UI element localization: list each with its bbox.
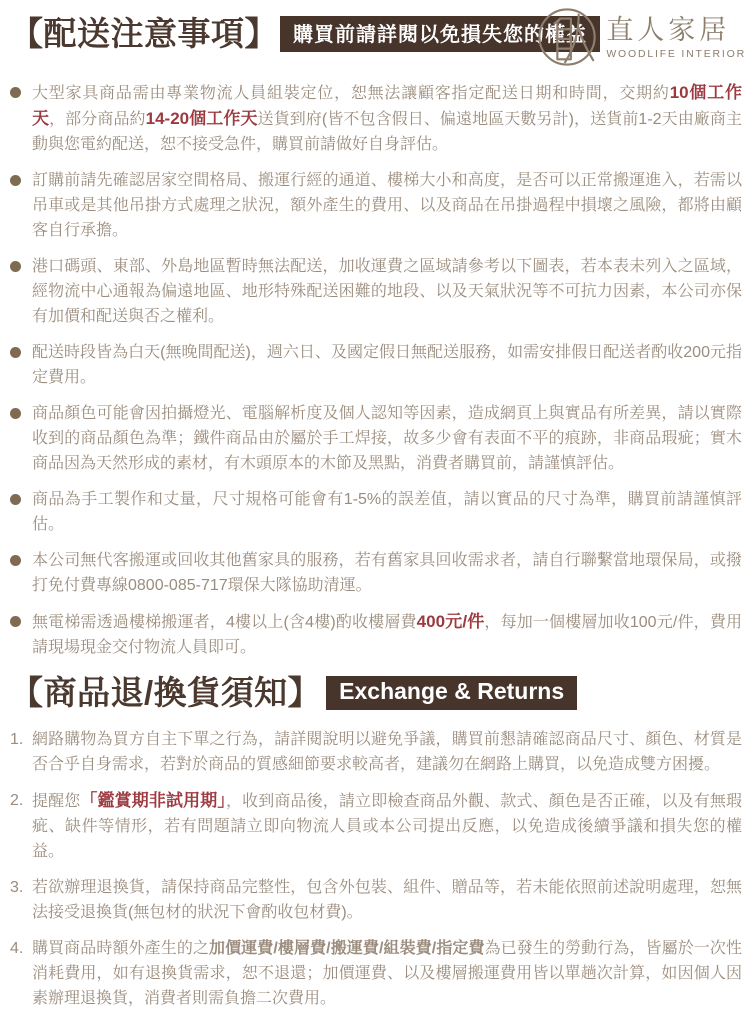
item-text: 無電梯需透過樓梯搬運者，4樓以上(含4樓)酌收樓層費400元/件，每加一個樓層加收100元/件，費用請現場現金交付物流人員即可。 — [32, 612, 742, 656]
list-item — [10, 254, 744, 329]
item-number: 4. — [10, 940, 24, 957]
bullet-icon — [10, 401, 32, 476]
returns-section-title: 【商品退/換貨須知】 — [10, 674, 322, 711]
returns-header — [10, 671, 744, 715]
bullet-icon — [10, 487, 32, 537]
bullet-icon — [10, 168, 32, 243]
item-number: 2. — [10, 792, 24, 809]
shipping-section-badge: 購買前請詳閱以免損失您的權益 — [280, 16, 600, 52]
list-item — [10, 788, 744, 864]
shipping-header — [10, 12, 746, 60]
list-item — [10, 401, 744, 476]
item-text: 商品為手工製作和丈量，尺寸規格可能會有1-5%的誤差值，請以實品的尺寸為準，購買前請謹慎評估。 — [32, 491, 742, 533]
item-text: 提醒您「鑑賞期非試用期」，收到商品後，請立即檢查商品外觀、款式、顏色是否正確，以及有無瑕疵、缺件等情形，若有問題請立即向物流人員或本公司提出反應，以免造成後續爭議和損失您的權益。 — [32, 791, 742, 860]
list-item — [10, 875, 744, 925]
item-text: 購買商品時額外產生的之加價運費/樓層費/搬運費/組裝費/指定費為已發生的勞動行為，皆屬於一次性消耗費用，如有退換貨需求，恕不退還；加價運費、以及樓層搬運費用皆以單趟次計算，如因個人因素辦理退換貨，消費者則需負擔二次費用。 — [32, 940, 742, 1007]
item-text: 配送時段皆為白天(無晚間配送)，週六日、及國定假日無配送服務，如需安排假日配送者酌收200元指定費用。 — [32, 344, 742, 386]
bullet-icon — [10, 609, 32, 660]
brand-subtitle: WOODLIFE INTERIOR — [606, 47, 746, 60]
list-item — [10, 487, 744, 537]
list-item — [10, 727, 744, 777]
item-text: 本公司無代客搬運或回收其他舊家具的服務，若有舊家具回收需求者，請自行聯繫當地環保局，或撥打免付費專線0800-085-717環保大隊協助清運。 — [32, 552, 742, 594]
bullet-icon — [10, 548, 32, 598]
brand-text — [606, 15, 746, 60]
item-number: 3. — [10, 879, 24, 896]
bullet-icon — [10, 254, 32, 329]
list-item — [10, 548, 744, 598]
item-text: 大型家具商品需由專業物流人員組裝定位，恕無法讓顧客指定配送日期和時間，交期約10個工作天，部分商品約14-20個工作天送貨到府(皆不包含假日、偏遠地區天數另計)，送貨前1-2天由廠商主動與您電約配送，恕不接受急件，購買前請做好自身評估。 — [32, 83, 742, 153]
item-text: 訂購前請先確認居家空間格局、搬運行經的通道、樓梯大小和高度，是否可以正常搬運進入，若需以吊車或是其他吊掛方式處理之狀況，額外產生的費用、以及商品在吊掛過程中損壞之風險，都將由顧客自行承擔。 — [32, 172, 742, 239]
item-text: 網路購物為買方自主下單之行為，請詳閱說明以避免爭議，購買前懇請確認商品尺寸、顏色、材質是否合乎自身需求，若對於商品的質感細節要求較高者，建議勿在網路上購買，以免造成雙方困擾。 — [32, 731, 742, 773]
returns-notes-list — [10, 727, 744, 1011]
item-text: 商品顏色可能會因拍攝燈光、電腦解析度及個人認知等因素，造成網頁上與實品有所差異，請以實際收到的商品顏色為準；鐵件商品由於屬於手工焊接，故多少會有表面不平的痕跡，非商品瑕疵；實木商品因為天然形成的素材，有木頭原本的木節及黑點，消費者購買前，請謹慎評估。 — [32, 405, 742, 472]
item-number: 1. — [10, 731, 24, 748]
shipping-section-title: 【配送注意事項】 — [10, 15, 278, 52]
list-item — [10, 80, 744, 157]
item-text: 港口碼頭、東部、外島地區暫時無法配送，加收運費之區域請參考以下圖表，若本表未列入之區域，經物流中心通報為偏遠地區、地形特殊配送困難的地段、以及天氣狀況等不可抗力因素，本公司亦保有加價和配送與否之權利。 — [32, 258, 742, 325]
brand-name: 直人家居 — [606, 14, 731, 45]
list-item — [10, 168, 744, 243]
list-item — [10, 936, 744, 1011]
bullet-icon — [10, 340, 32, 390]
bullet-icon — [10, 80, 32, 157]
returns-section-badge: Exchange & Returns — [326, 676, 577, 710]
list-item — [10, 609, 744, 660]
woodlife-logo-icon — [537, 6, 599, 68]
list-item — [10, 340, 744, 390]
item-text: 若欲辦理退換貨，請保持商品完整性，包含外包裝、組件、贈品等，若未能依照前述說明處理，恕無法接受退換貨(無包材的狀況下會酌收包材費)。 — [32, 879, 742, 921]
shipping-notes-list — [10, 80, 744, 660]
brand-logo — [537, 6, 746, 68]
